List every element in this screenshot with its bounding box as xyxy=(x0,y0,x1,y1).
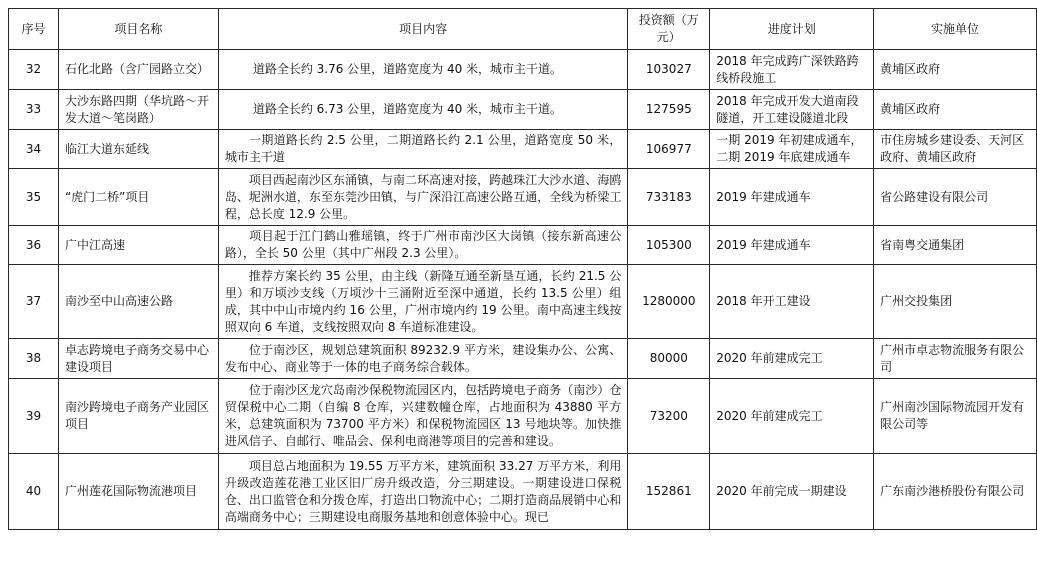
header-schedule: 进度计划 xyxy=(710,9,874,50)
table-row xyxy=(9,90,1037,130)
table-row xyxy=(9,50,1037,90)
cell-schedule: 一期 2019 年初建成通车，二期 2019 年底建成通车 xyxy=(710,130,874,169)
cell-schedule: 2020 年前完成一期建设 xyxy=(710,454,874,530)
cell-content xyxy=(218,169,628,226)
cell-name: 石化北路（含广园路立交） xyxy=(58,50,218,90)
cell-name: 广中江高速 xyxy=(58,226,218,265)
cell-no: 38 xyxy=(9,339,59,379)
cell-name: 卓志跨境电子商务交易中心建设项目 xyxy=(58,339,218,379)
cell-no: 40 xyxy=(9,454,59,530)
table-header-row xyxy=(9,9,1037,50)
cell-no: 39 xyxy=(9,379,59,454)
cell-unit: 省南粤交通集团 xyxy=(874,226,1037,265)
cell-content-text: 道路全长约 3.76 公里，道路宽度为 40 米，城市主干道。 xyxy=(252,62,563,76)
cell-schedule: 2018 年开工建设 xyxy=(710,265,874,339)
table-row xyxy=(9,339,1037,379)
cell-content xyxy=(218,265,628,339)
cell-name: 南沙至中山高速公路 xyxy=(58,265,218,339)
cell-no: 36 xyxy=(9,226,59,265)
cell-unit: 广东南沙港桥股份有限公司 xyxy=(874,454,1037,530)
cell-schedule: 2020 年前建成完工 xyxy=(710,379,874,454)
cell-unit: 黄埔区政府 xyxy=(874,90,1037,130)
table-row xyxy=(9,130,1037,169)
cell-unit: 广州南沙国际物流园开发有限公司等 xyxy=(874,379,1037,454)
cell-content-text: 项目起于江门鹤山雅瑶镇，终于广州市南沙区大岗镇（接东新高速公路），全长 50 公里（其中广州段 2.3 公里）。 xyxy=(224,229,622,260)
cell-no: 33 xyxy=(9,90,59,130)
table-row xyxy=(9,454,1037,530)
cell-content-text: 道路全长约 6.73 公里，道路宽度为 40 米，城市主干道。 xyxy=(252,102,563,116)
cell-unit: 省公路建设有限公司 xyxy=(874,169,1037,226)
cell-name: “虎门二桥”项目 xyxy=(58,169,218,226)
cell-content xyxy=(218,379,628,454)
cell-no: 35 xyxy=(9,169,59,226)
cell-name: 临江大道东延线 xyxy=(58,130,218,169)
header-investment: 投资额（万元） xyxy=(628,9,710,50)
cell-investment: 105300 xyxy=(628,226,710,265)
cell-content-text: 项目西起南沙区东涌镇，与南二环高速对接，跨越珠江大沙水道、海鸥岛、坭洲水道，东至东莞沙田镇，与广深沿江高速公路互通，全线为桥梁工程，总长度 12.9 公里。 xyxy=(224,172,622,221)
cell-content xyxy=(218,90,628,130)
cell-investment: 127595 xyxy=(628,90,710,130)
cell-schedule: 2019 年建成通车 xyxy=(710,226,874,265)
cell-investment: 103027 xyxy=(628,50,710,90)
header-name: 项目名称 xyxy=(58,9,218,50)
cell-investment: 106977 xyxy=(628,130,710,169)
cell-investment: 152861 xyxy=(628,454,710,530)
cell-no: 34 xyxy=(9,130,59,169)
cell-investment: 73200 xyxy=(628,379,710,454)
cell-investment: 1280000 xyxy=(628,265,710,339)
cell-content xyxy=(218,454,628,530)
cell-content-text: 位于南沙区，规划总建筑面积 89232.9 平方米，建设集办公、公寓、发布中心、商业等于一体的电子商务综合载体。 xyxy=(224,342,622,374)
header-content: 项目内容 xyxy=(218,9,628,50)
cell-unit: 黄埔区政府 xyxy=(874,50,1037,90)
cell-content-text: 项目总占地面积为 19.55 万平方米，建筑面积 33.27 万平方米，利用升级改造莲花港工业区旧厂房升级改造，分三期建设。一期建设进口保税仓、出口监管仓和分拨仓库，打造出口物流中心；二期打造商品展销中心和高端商务中心；三期建设电商服务基地和创意体验中心。现已 xyxy=(224,458,622,524)
cell-investment: 80000 xyxy=(628,339,710,379)
cell-schedule: 2019 年建成通车 xyxy=(710,169,874,226)
cell-unit: 广州市卓志物流服务有限公司 xyxy=(874,339,1037,379)
cell-content xyxy=(218,339,628,379)
project-table xyxy=(8,8,1037,530)
table-row xyxy=(9,265,1037,339)
cell-no: 32 xyxy=(9,50,59,90)
cell-name: 南沙跨境电子商务产业园区项目 xyxy=(58,379,218,454)
table-row xyxy=(9,169,1037,226)
header-unit: 实施单位 xyxy=(874,9,1037,50)
cell-content-text: 位于南沙区龙穴岛南沙保税物流园区内，包括跨境电子商务（南沙）仓贸保税中心二期（自编 8 仓库，兴建数幢仓库，占地面积为 43880 平方米，总建筑面积为 73700 平方米）和保税物流园区 13 号地块等。加快推进风信子、自邮行、唯品会、保利电商港等项目的完善和建设。 xyxy=(224,383,622,448)
cell-content xyxy=(218,226,628,265)
cell-name: 大沙东路四期（华坑路～开发大道～笔岗路） xyxy=(58,90,218,130)
project-table-document xyxy=(8,8,1037,530)
cell-content xyxy=(218,50,628,90)
cell-schedule: 2018 年完成跨广深铁路跨线桥段施工 xyxy=(710,50,874,90)
cell-no: 37 xyxy=(9,265,59,339)
table-row xyxy=(9,379,1037,454)
cell-content-text: 一期道路长约 2.5 公里，二期道路长约 2.1 公里，道路宽度 50 米，城市主干道 xyxy=(224,133,622,164)
cell-investment: 733183 xyxy=(628,169,710,226)
cell-unit: 广州交投集团 xyxy=(874,265,1037,339)
table-row xyxy=(9,226,1037,265)
cell-content xyxy=(218,130,628,169)
cell-schedule: 2018 年完成开发大道南段隧道，开工建设隧道北段 xyxy=(710,90,874,130)
cell-content-text: 推荐方案长约 35 公里，由主线（新隆互通至新垦互通，长约 21.5 公里）和万顷沙支线（万顷沙十三涌附近至深中通道，长约 13.5 公里）组成，其中中山市境内约 16 公里，广州市境内约 19 公里。南中高速主线按照双向 6 车道，支线按照双向 8 车道标准建设。 xyxy=(224,268,622,334)
cell-unit: 市住房城乡建设委、天河区政府、黄埔区政府 xyxy=(874,130,1037,169)
cell-schedule: 2020 年前建成完工 xyxy=(710,339,874,379)
header-no: 序号 xyxy=(9,9,59,50)
cell-name: 广州莲花国际物流港项目 xyxy=(58,454,218,530)
